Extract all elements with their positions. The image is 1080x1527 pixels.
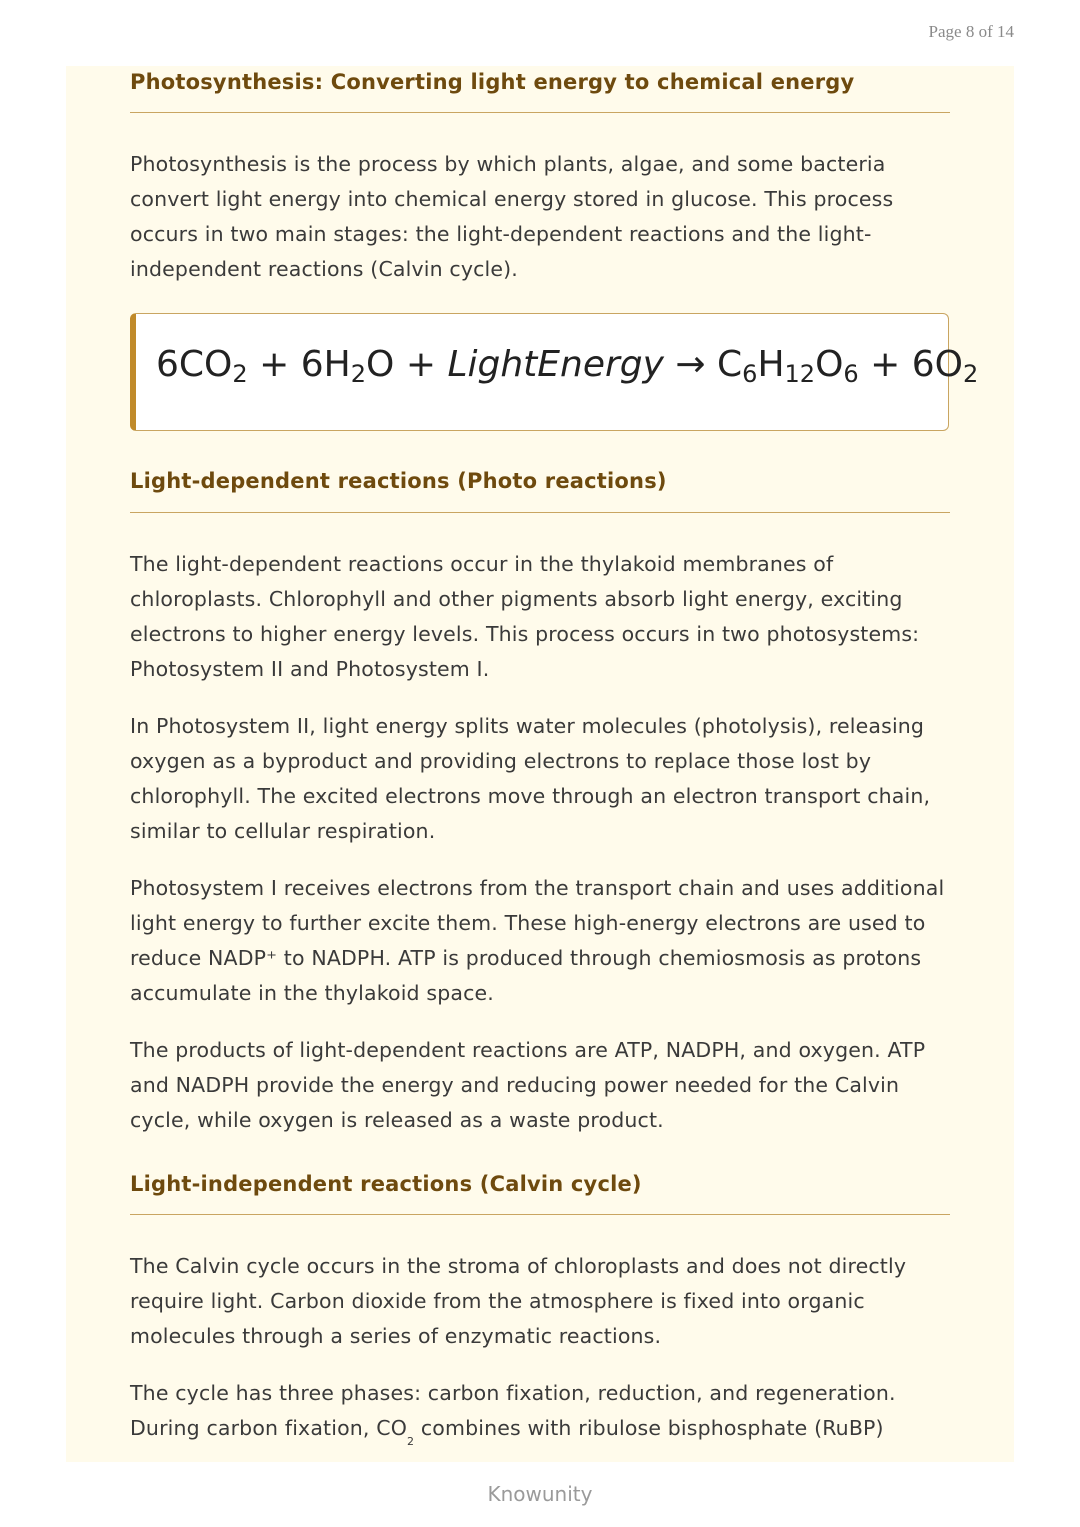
page-number: Page 8 of 14	[928, 22, 1014, 41]
paragraph: The Calvin cycle occurs in the stroma of chloroplasts and does not directly require light. Carbon dioxide from the atmosphere is fixed into organic molecules through a series of enzymatic reactions.	[130, 1254, 907, 1348]
section-light-dependent	[130, 469, 950, 493]
paragraph: Photosystem I receives electrons from the transport chain and uses additional light energy to further excite them. These high-energy electrons are used to reduce NADP⁺ to NADPH. ATP is produced through chemiosmosis as protons accumulate in the thylakoid space.	[130, 876, 945, 1005]
calvin-text	[130, 1249, 950, 1446]
light-dependent-text	[130, 547, 950, 1138]
section-calvin-cycle	[130, 1172, 950, 1196]
paragraph: The light-dependent reactions occur in the thylakoid membranes of chloroplasts. Chlorophyll and other pigments absorb light energy, exciting electrons to higher energy levels. This process occurs in two photosystems: Photosystem II and Photosystem I.	[130, 552, 920, 681]
section-title: Photosynthesis: Converting light energy to chemical energy	[130, 70, 855, 94]
section-title: Light-independent reactions (Calvin cycle)	[130, 1172, 642, 1196]
footer-brand: Knowunity	[487, 1482, 593, 1506]
section-photosynthesis	[130, 70, 950, 94]
divider	[130, 112, 950, 113]
section-title: Light-dependent reactions (Photo reactions)	[130, 469, 667, 493]
paragraph: The products of light-dependent reactions are ATP, NADPH, and oxygen. ATP and NADPH provide the energy and reducing power needed for the Calvin cycle, while oxygen is released as a waste product.	[130, 1038, 926, 1132]
paragraph: In Photosystem II, light energy splits water molecules (photolysis), releasing oxygen as a byproduct and providing electrons to replace those lost by chlorophyll. The excited electrons move through an electron transport chain, similar to cellular respiration.	[130, 714, 931, 843]
intro-block	[130, 147, 950, 287]
divider	[130, 1214, 950, 1215]
document-sheet	[66, 66, 1014, 1462]
divider	[130, 512, 950, 513]
paragraph: Photosynthesis is the process by which plants, algae, and some bacteria convert light energy into chemical energy stored in glucose. This process occurs in two main stages: the light-dependent reactions and the light-independent reactions (Calvin cycle).	[130, 152, 894, 281]
equation-box	[130, 313, 979, 431]
photosynthesis-equation: $6CO_2 + 6H_2O$ + LightEnergy → $C_6H_{12}O_6 + 6O_2$	[156, 344, 979, 388]
paragraph: The cycle has three phases: carbon fixation, reduction, and regeneration. During carbon fixation, $CO_2$ combines with ribulose bisphosphate (RuBP)	[130, 1381, 896, 1448]
